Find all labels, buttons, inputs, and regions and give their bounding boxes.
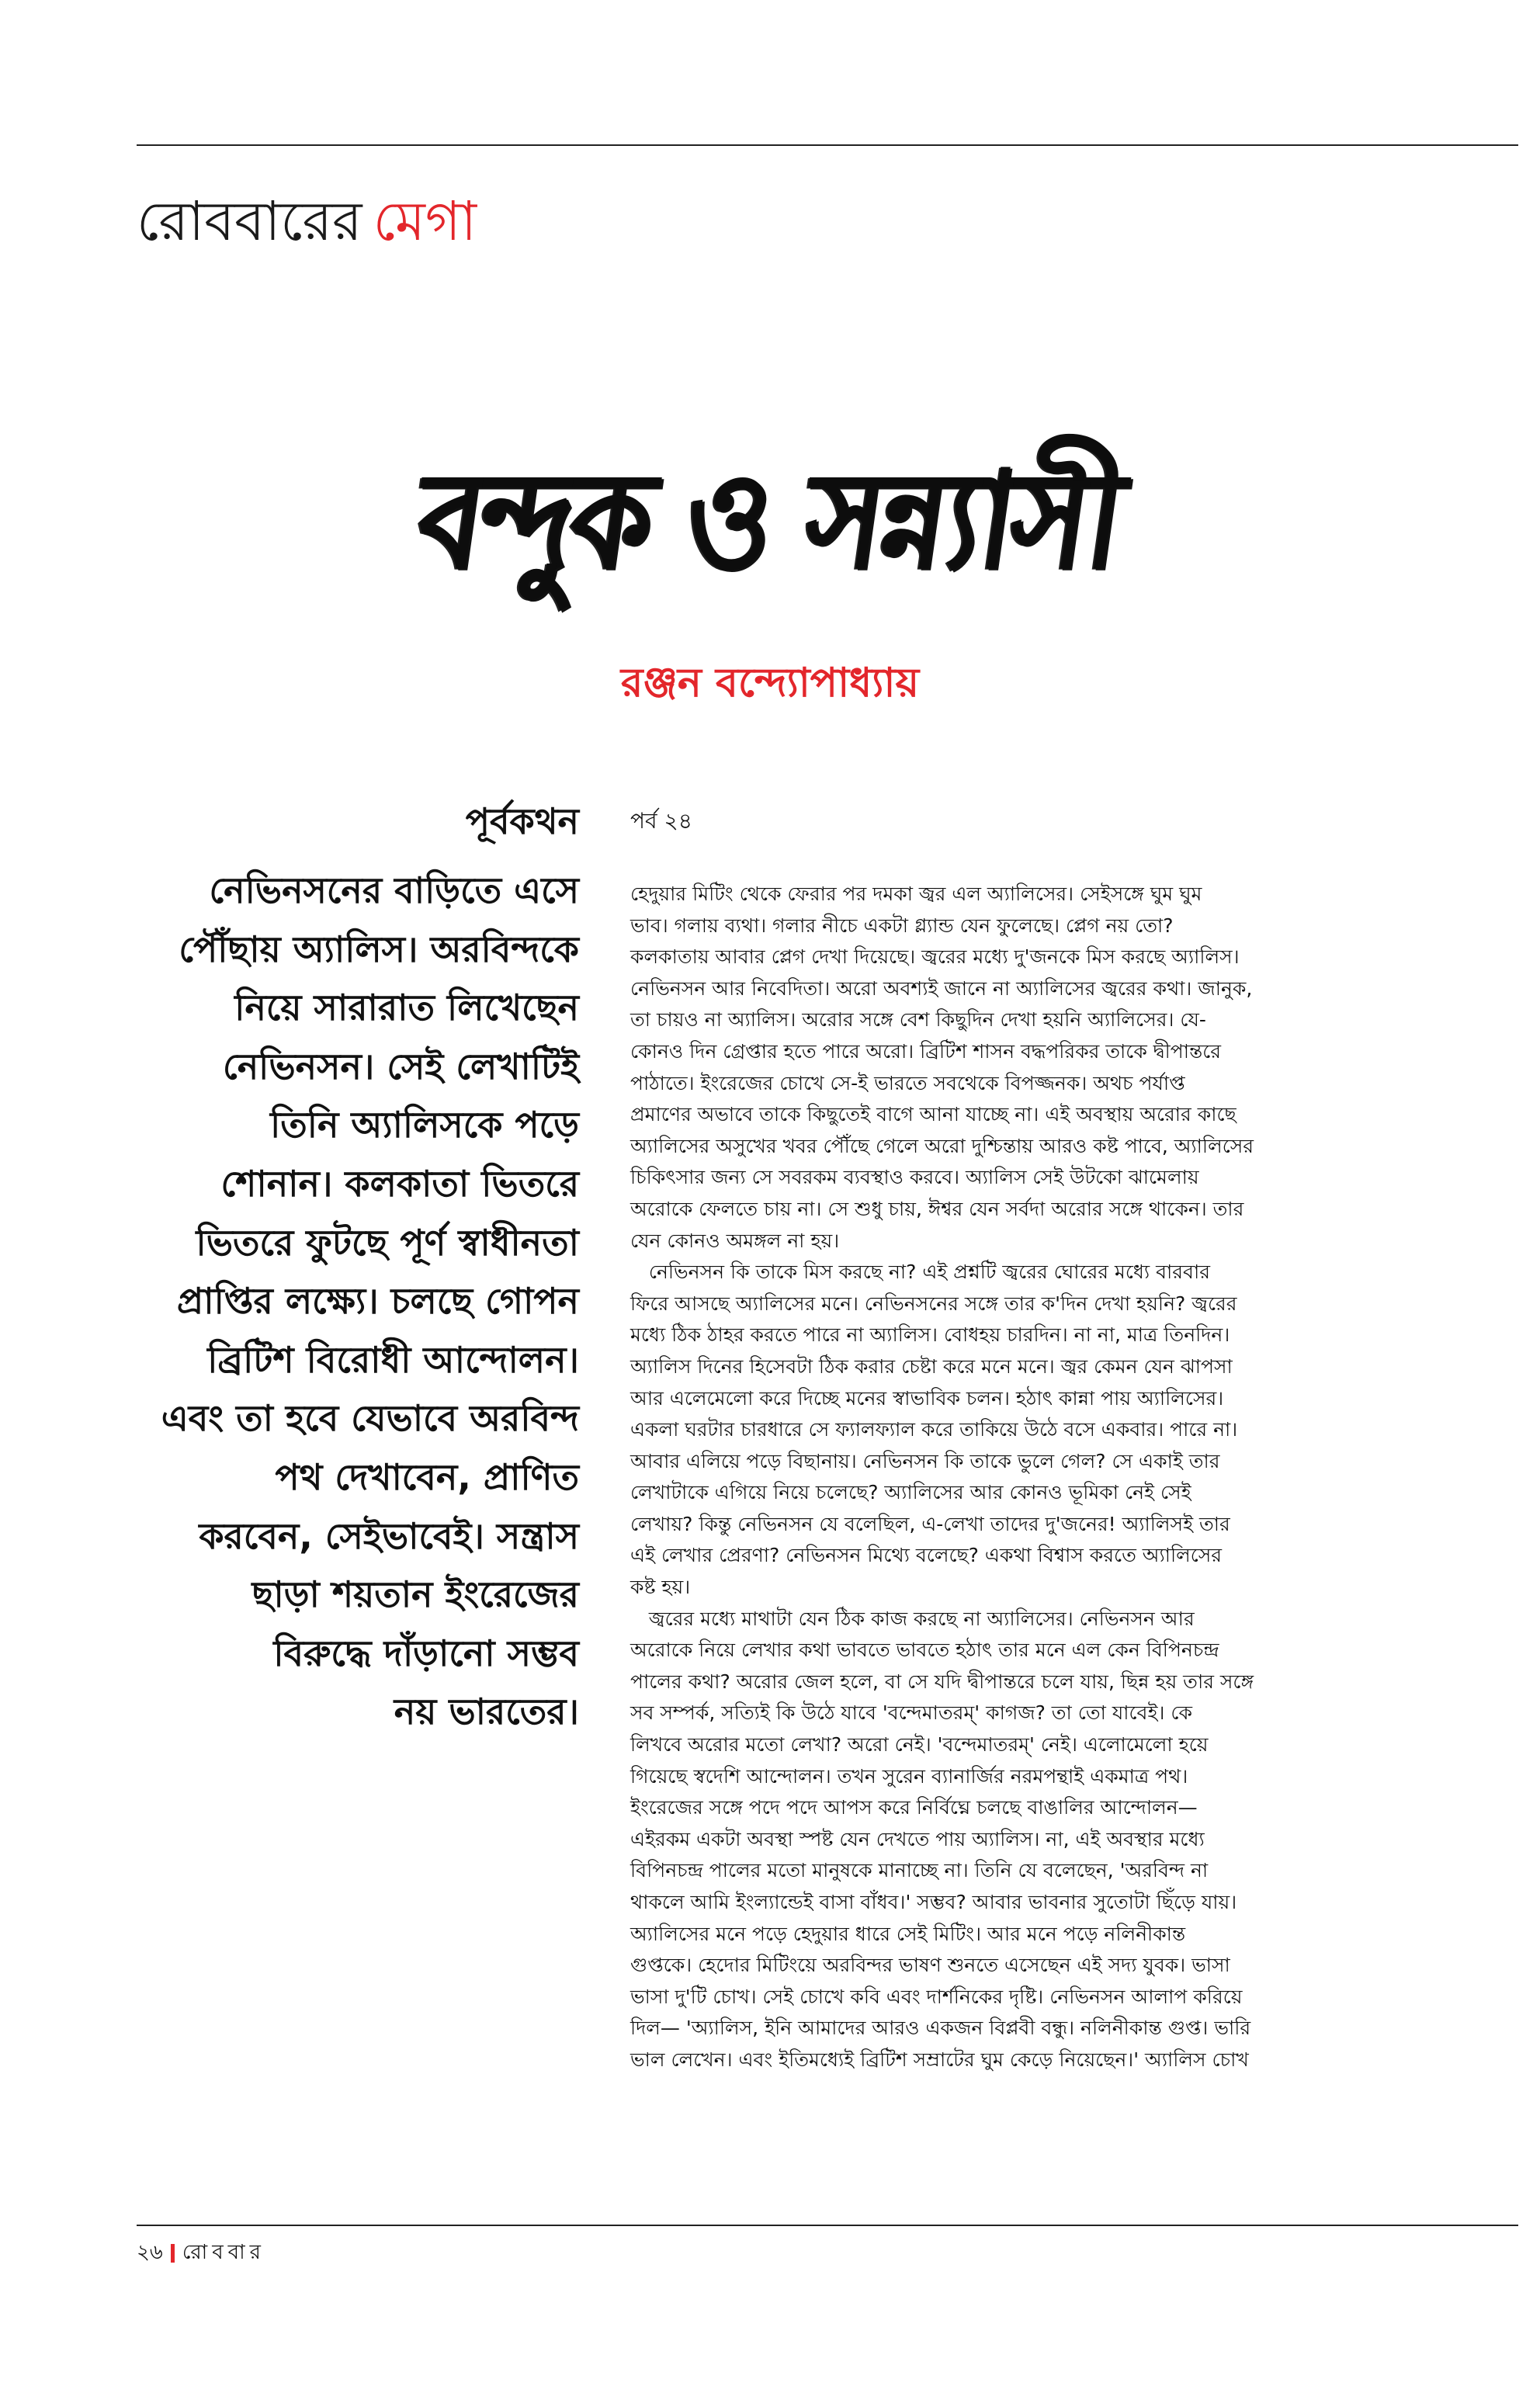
synopsis-heading: পূর্বকথন: [465, 800, 579, 842]
article-line: পাঠাতে। ইংরেজের চোখে সে-ই ভারতে সবথেকে বিপজ্জনক। অথচ পর্যাপ্ত: [630, 1071, 1185, 1094]
synopsis-line: ছাড়া শয়তান ইংরেজের: [251, 1573, 579, 1616]
article-line: অ্যালিস দিনের হিসেবটা ঠিক করার চেষ্টা করে মনে মনে। জ্বর কেমন যেন ঝাপসা: [630, 1354, 1233, 1378]
article-line: ইংরেজের সঙ্গে পদে পদে আপস করে নির্বিঘ্নে চলছে বাঙালির আন্দোলন—: [630, 1796, 1198, 1819]
article-line: সব সম্পর্ক, সত্যিই কি উঠে যাবে 'বন্দেমাতরম্' কাগজ? তা তো যাবেই। কে: [630, 1701, 1192, 1725]
article-line: কোনও দিন গ্রেপ্তার হতে পারে অরো। ব্রিটিশ শাসন বদ্ধপরিকর তাকে দ্বীপান্তরে: [630, 1039, 1222, 1063]
article-line: অ্যালিসের মনে পড়ে হেদুয়ার ধারে সেই মিটিং। আর মনে পড়ে নলিনীকান্ত: [630, 1922, 1186, 1945]
footer-separator: [171, 2244, 175, 2263]
synopsis-line: পৌঁছায় অ্যালিস। অরবিন্দকে: [179, 928, 579, 970]
article-line: জ্বরের মধ্যে মাথাটা যেন ঠিক কাজ করছে না অ্যালিসের। নেভিনসন আর: [630, 1607, 1195, 1630]
synopsis-line: করবেন, সেইভাবেই। সন্ত্রাস: [199, 1514, 579, 1557]
article-line: ভাসা দু'টি চোখ। সেই চোখে কবি এবং দার্শনিকের দৃষ্টি। নেভিনসন আলাপ করিয়ে: [630, 1985, 1243, 2008]
article-line: গিয়েছে স্বদেশি আন্দোলন। তখন সুরেন ব্যানার্জির নরমপন্থাই একমাত্র পথ।: [630, 1764, 1188, 1788]
synopsis-text: [137, 862, 579, 1742]
episode-number: পর্ব ২৪: [630, 808, 692, 834]
synopsis-line: ব্রিটিশ বিরোধী আন্দোলন।: [207, 1338, 579, 1381]
article-line: নেভিনসন আর নিবেদিতা। অরো অবশ্যই জানে না অ্যালিসের জ্বরের কথা। জানুক,: [630, 976, 1253, 1000]
article-line: নেভিনসন কি তাকে মিস করছে না? এই প্রশ্নটি জ্বরের ঘোরের মধ্যে বারবার: [630, 1261, 1210, 1284]
article-body: [630, 804, 1406, 2076]
synopsis-line: তিনি অ্যালিসকে পড়ে: [270, 1104, 579, 1146]
top-rule: [137, 144, 1518, 146]
synopsis-line: ভিতরে ফুটছে পূর্ণ স্বাধীনতা: [196, 1221, 579, 1264]
article-line: অরোকে ফেলতে চায় না। সে শুধু চায়, ঈশ্বর যেন সর্বদা অরোর সঙ্গে থাকেন। তার: [630, 1197, 1244, 1220]
synopsis-line: বিরুদ্ধে দাঁড়ানো সম্ভব: [273, 1632, 579, 1674]
article-line: কলকাতায় আবার প্লেগ দেখা দিয়েছে। জ্বরের মধ্যে দু'জনকে মিস করছে অ্যালিস।: [630, 945, 1240, 969]
synopsis-line: নিয়ে সারারাত লিখেছেন: [234, 987, 579, 1029]
article-line: আবার এলিয়ে পড়ে বিছানায়। নেভিনসন কি তাকে ভুলে গেল? সে একাই তার: [630, 1449, 1220, 1472]
article-line: দিল— 'অ্যালিস, ইনি আমাদের আরও একজন বিপ্লবী বন্ধু। নলিনীকান্ত গুপ্ত। ভারি: [630, 2017, 1251, 2040]
article-line: যেন কোনও অমঙ্গল না হয়।: [630, 1229, 840, 1252]
article-line: মধ্যে ঠিক ঠাহর করতে পারে না অ্যালিস। বোধহয় চারদিন। না না, মাত্র তিনদিন।: [630, 1323, 1230, 1347]
article-line: প্রমাণের অভাবে তাকে কিছুতেই বাগে আনা যাচ্ছে না। এই অবস্থায় অরোর কাছে: [630, 1103, 1237, 1126]
section-label-accent: মেগা: [373, 189, 477, 253]
page-number: ২৬: [137, 2241, 163, 2264]
article-line: হেদুয়ার মিটিং থেকে ফেরার পর দমকা জ্বর এল অ্যালিসের। সেইসঙ্গে ঘুম ঘুম: [630, 883, 1202, 905]
article-line: ভাল লেখেন। এবং ইতিমধ্যেই ব্রিটিশ সম্রাটের ঘুম কেড়ে নিয়েছেন।' অ্যালিস চোখ: [630, 2048, 1249, 2071]
story-title: [408, 435, 1149, 636]
magazine-name: রোববার: [182, 2241, 265, 2264]
synopsis-line: পথ দেখাবেন, প্রাণিত: [275, 1455, 579, 1498]
article-line: লেখায়? কিন্তু নেভিনসন যে বলেছিল, এ-লেখা তাদের দু'জনের! অ্যালিসই তার: [630, 1512, 1230, 1535]
synopsis-line: নয় ভারতের।: [394, 1691, 579, 1733]
article-text: [630, 879, 1406, 2076]
article-line: কষ্ট হয়।: [630, 1576, 691, 1599]
bottom-rule: [137, 2225, 1518, 2226]
article-line: অরোকে নিয়ে লেখার কথা ভাবতে ভাবতে হঠাৎ তার মনে এল কেন বিপিনচন্দ্র: [630, 1639, 1219, 1662]
synopsis-line: নেভিনসন। সেই লেখাটিই: [223, 1045, 579, 1087]
article-line: ভাব। গলায় ব্যথা। গলার নীচে একটা গ্ল্যান্ড যেন ফুলেছে। প্লেগ নয় তো?: [630, 914, 1174, 937]
synopsis-line: প্রাপ্তির লক্ষ্যে। চলছে গোপন: [176, 1280, 579, 1323]
article-line: অ্যালিসের অসুখের খবর পৌঁছে গেলে অরো দুশ্চিন্তায় আরও কষ্ট পাবে, অ্যালিসের: [630, 1134, 1254, 1157]
article-line: চিকিৎসার জন্য সে সবরকম ব্যবস্থাও করবে। অ্যালিস সেই উটকো ঝামেলায়: [630, 1166, 1199, 1189]
author-byline: রঞ্জন বন্দ্যোপাধ্যায়: [620, 660, 920, 706]
article-line: এই লেখার প্রেরণা? নেভিনসন মিথ্যে বলেছে? একথা বিশ্বাস করতে অ্যালিসের: [630, 1544, 1223, 1567]
page-footer: [137, 2237, 265, 2268]
article-line: বিপিনচন্দ্র পালের মতো মানুষকে মানাচ্ছে না। তিনি যে বলেছেন, 'অরবিন্দ না: [630, 1859, 1209, 1882]
article-line: তা চায়ও না অ্যালিস। অরোর সঙ্গে বেশ কিছুদিন দেখা হয়নি অ্যালিসের। যে-: [630, 1008, 1206, 1032]
synopsis-box: [137, 792, 579, 1742]
section-header: [137, 186, 477, 256]
article-line: ফিরে আসছে অ্যালিসের মনে। নেভিনসনের সঙ্গে তার ক'দিন দেখা হয়নি? জ্বরের: [630, 1292, 1237, 1315]
story-title-text: বন্দুক ও সন্ন্যাসী: [408, 441, 1130, 599]
synopsis-line: নেভিনসনের বাড়িতে এসে: [209, 869, 579, 911]
synopsis-line: এবং তা হবে যেভাবে অরবিন্দ: [161, 1397, 579, 1440]
article-line: থাকলে আমি ইংল্যান্ডেই বাসা বাঁধব।' সম্ভব? আবার ভাবনার সুতোটা ছিঁড়ে যায়।: [630, 1891, 1237, 1913]
article-line: এইরকম একটা অবস্থা স্পষ্ট যেন দেখতে পায় অ্যালিস। না, এই অবস্থার মধ্যে: [630, 1827, 1205, 1850]
article-line: লেখাটাকে এগিয়ে নিয়ে চলেছে? অ্যালিসের আর কোনও ভূমিকা নেই সেই: [630, 1481, 1191, 1504]
article-line: একলা ঘরটার চারধারে সে ফ্যালফ্যাল করে তাকিয়ে উঠে বসে একবার। পারে না।: [630, 1418, 1238, 1441]
article-line: পালের কথা? অরোর জেল হলে, বা সে যদি দ্বীপান্তরে চলে যায়, ছিন্ন হয় তার সঙ্গে: [630, 1670, 1254, 1693]
article-line: গুপ্তকে। হেদোর মিটিংয়ে অরবিন্দর ভাষণ শুনতে এসেছেন এই সদ্য যুবক। ভাসা: [630, 1954, 1230, 1977]
section-label: রোববারের: [137, 189, 362, 253]
article-line: লিখবে অরোর মতো লেখা? অরো নেই। 'বন্দেমাতরম্' নেই। এলোমেলো হয়ে: [630, 1733, 1209, 1757]
synopsis-line: শোনান। কলকাতা ভিতরে: [220, 1162, 579, 1205]
article-line: আর এলেমেলো করে দিচ্ছে মনের স্বাভাবিক চলন। হঠাৎ কান্না পায় অ্যালিসের।: [630, 1386, 1224, 1410]
